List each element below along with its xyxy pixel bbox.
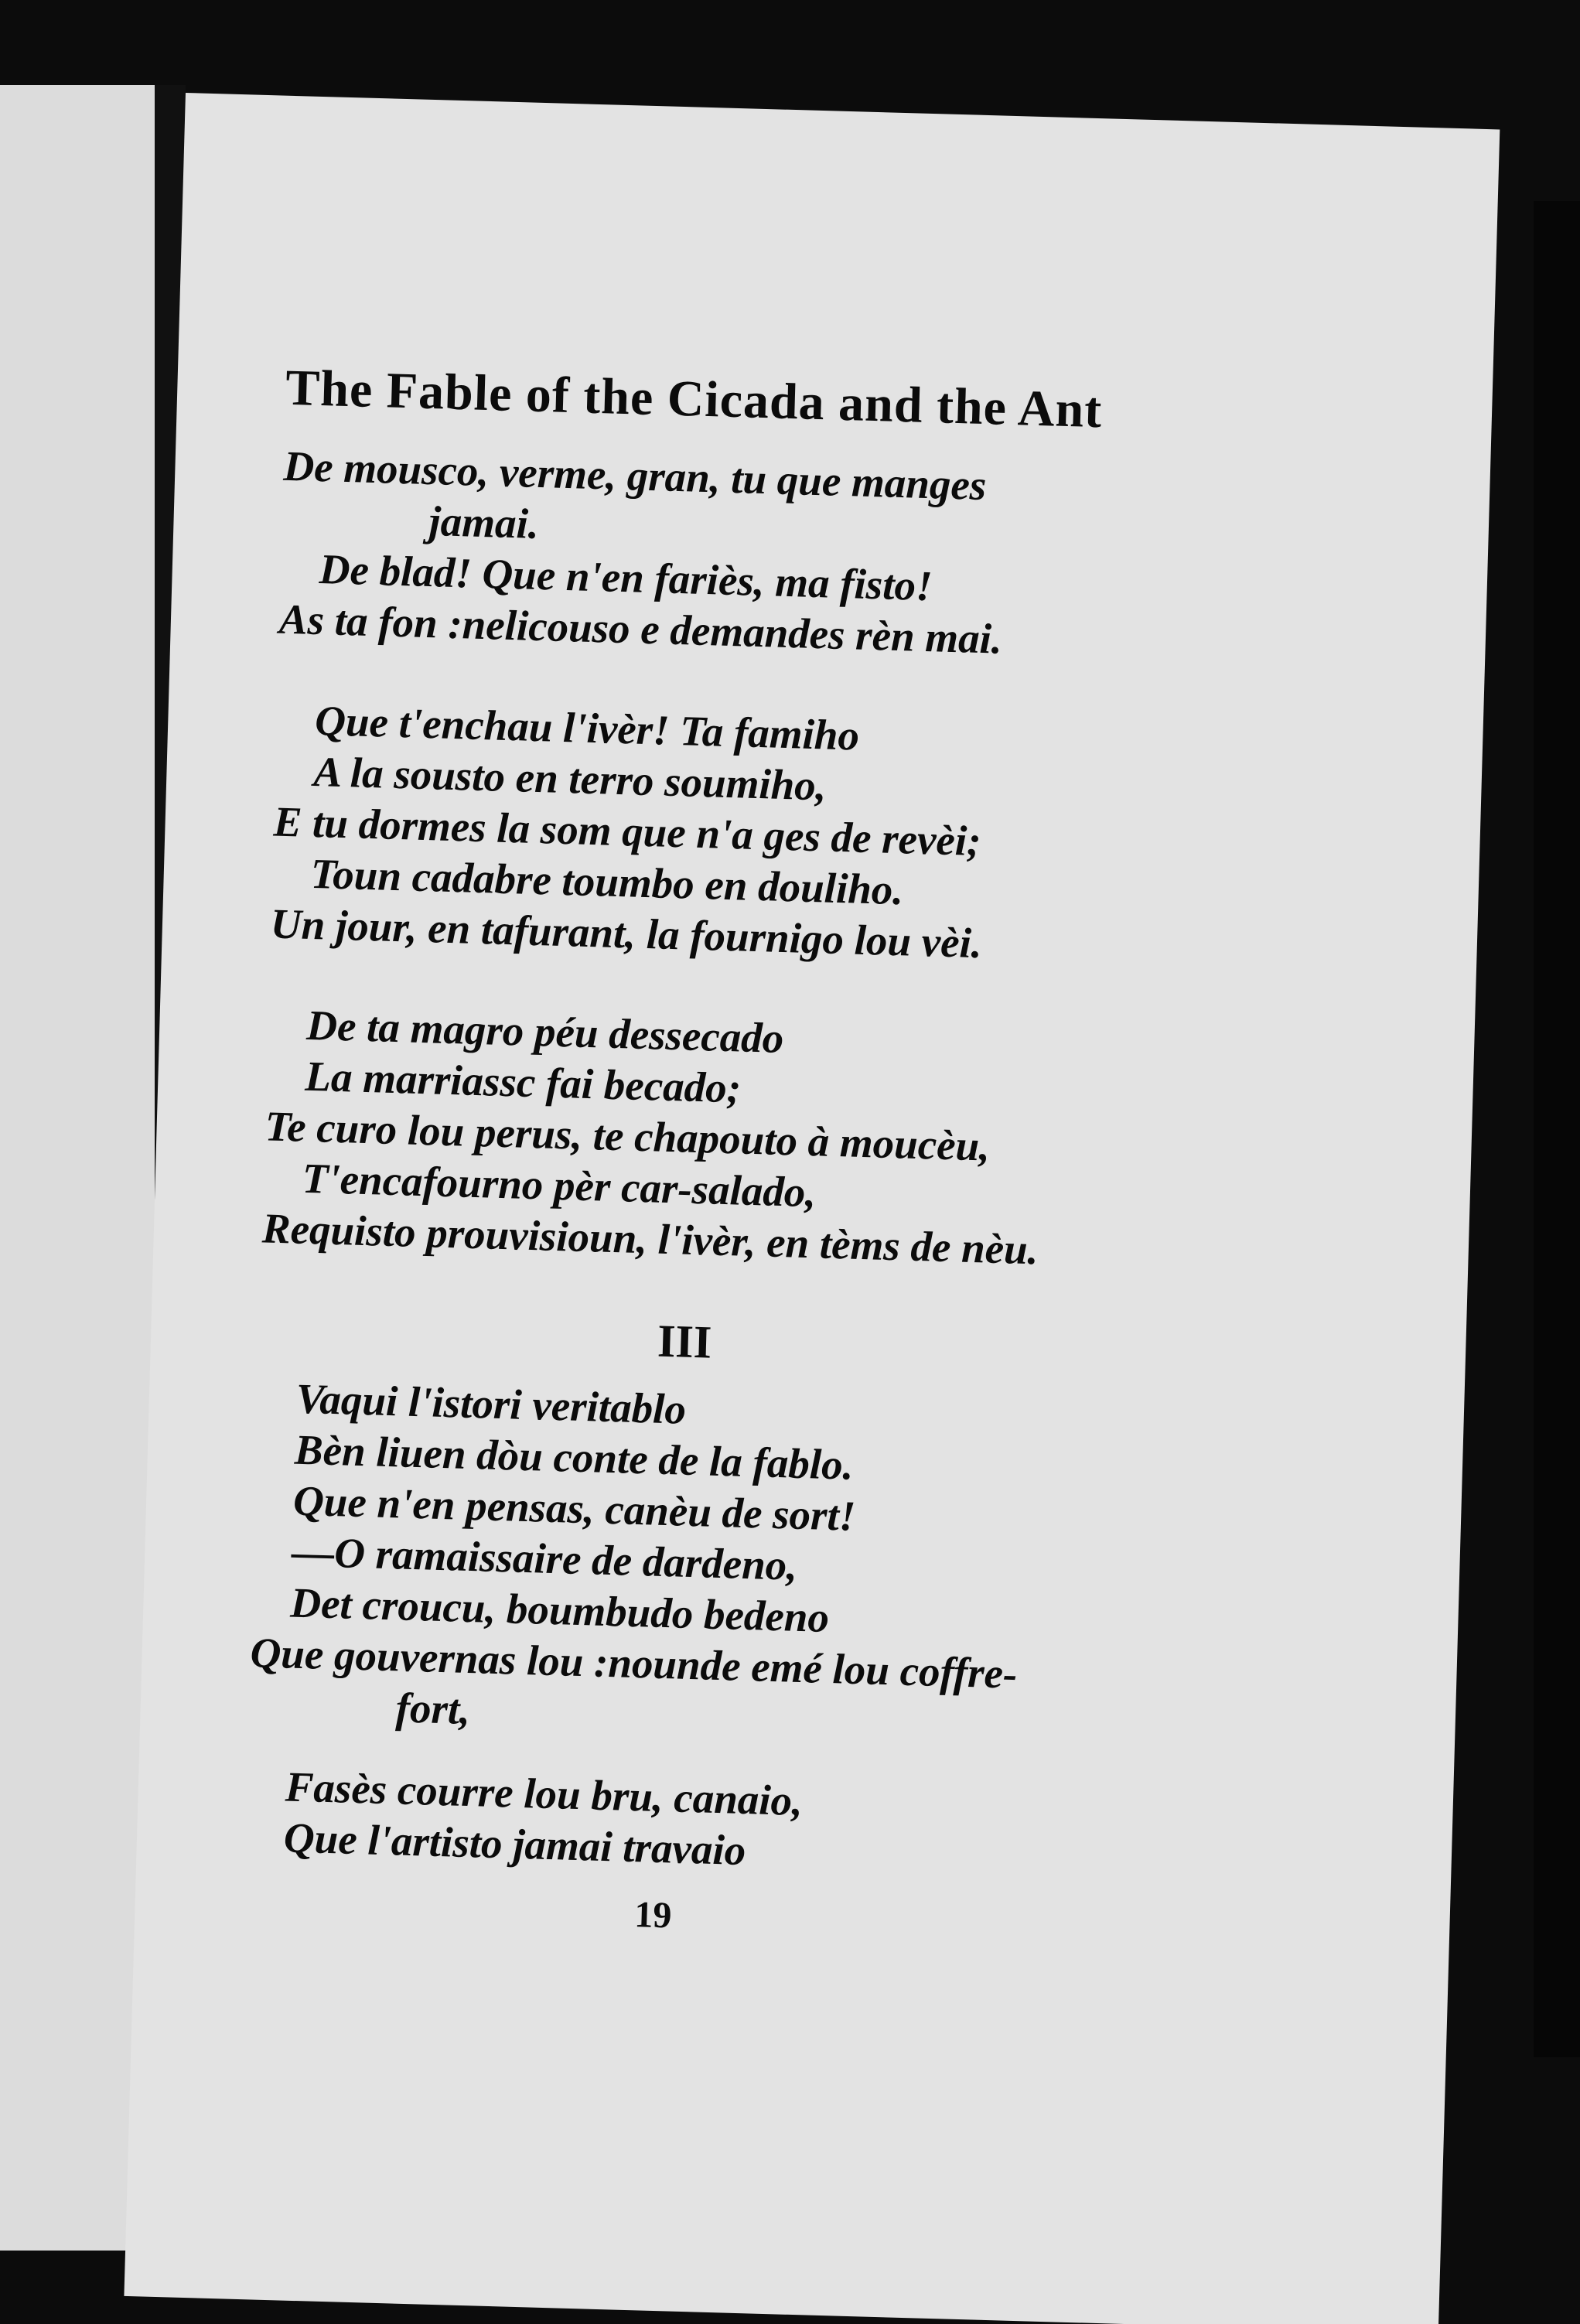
- verse-line: As ta fon :nelicouso e demandes rèn mai.: [278, 595, 1003, 663]
- verse-line: E tu dormes la som que n'a ges de revèi;: [272, 797, 982, 865]
- verse-line: jamai.: [428, 497, 540, 548]
- verse-line: Fasès courre lou bru, canaio,: [285, 1763, 804, 1825]
- section-heading: III: [657, 1315, 713, 1368]
- verse-line: La marriassc fai becado;: [304, 1052, 742, 1112]
- scan-border: [1534, 201, 1580, 2057]
- verse-line: T'encafourno pèr car-salado,: [302, 1154, 817, 1217]
- verse-line: De ta magro péu dessecado: [305, 1001, 785, 1063]
- stanza-1: [278, 441, 1382, 676]
- stanza-3: [261, 998, 1367, 1285]
- verse-line: Que n'en pensas, canèu de sort!: [292, 1476, 857, 1540]
- verse-line: A la sousto en terro soumiho,: [312, 747, 828, 810]
- verse-line: —O ramaissaire de dardeno,: [291, 1527, 798, 1589]
- page-title: The Fable of the Cicada and the Ant: [285, 359, 1104, 439]
- verse-line: Requisto prouvisioun, l'ivèr, en tèms de nèu.: [261, 1204, 1039, 1274]
- verse-line: De blad! Que n'en fariès, ma fisto!: [319, 545, 933, 610]
- verse-line: Toun cadabre toumbo en douliho.: [310, 849, 905, 914]
- verse-line: Que t'enchau l'ivèr! Ta famiho: [314, 697, 860, 759]
- stanza-4: [248, 1372, 1356, 1759]
- verse-line: Vaqui l'istori veritablo: [295, 1374, 687, 1433]
- verse-line: fort,: [394, 1684, 471, 1734]
- verse-line: Te curo lou perus, te chapouto à moucèu,: [264, 1102, 991, 1170]
- page-number: 19: [633, 1894, 673, 1937]
- verse-line: Bèn liuen dòu conte de la fablo.: [294, 1425, 855, 1489]
- verse-line: Que l'artisto jamai travaio: [283, 1814, 747, 1875]
- stanza-5: [244, 1760, 1345, 1893]
- verse-line: Un jour, en tafurant, la fournigo lou vèi.: [270, 899, 983, 967]
- verse-line: Que gouvernas lou :nounde emé lou coffre-: [249, 1629, 1019, 1698]
- verse-line: De mousco, verme, gran, tu que manges: [282, 442, 988, 510]
- verse-line: Det croucu, boumbudo bedeno: [289, 1578, 830, 1641]
- book-page: [124, 93, 1500, 2324]
- stanza-2: [270, 694, 1375, 981]
- facing-page-edge: [0, 85, 155, 2251]
- page-content: [243, 359, 1384, 1956]
